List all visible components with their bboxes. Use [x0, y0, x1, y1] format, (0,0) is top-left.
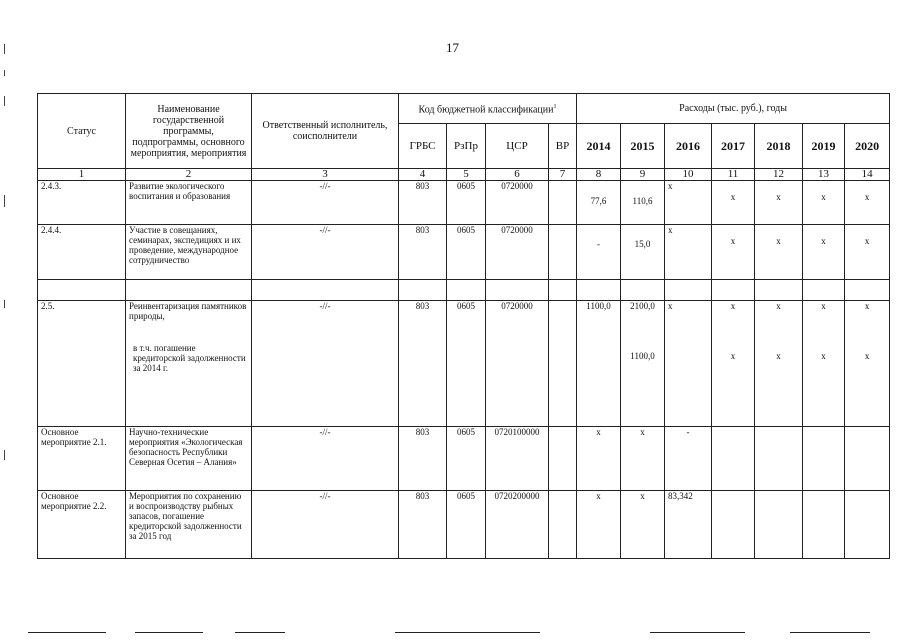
vr-cell — [549, 181, 577, 225]
amount-2017: х х — [712, 301, 755, 427]
amount-2018: х — [755, 181, 803, 225]
status-cell: Основное мероприятие 2.1. — [38, 427, 126, 491]
footer-rule — [650, 632, 745, 633]
amount-2020: х х — [845, 301, 890, 427]
column-number: 3 — [252, 169, 399, 181]
rzpr-cell: 0605 — [447, 181, 486, 225]
amount-2017: х — [712, 225, 755, 280]
column-number-row — [38, 169, 890, 181]
grbs-cell: 803 — [399, 181, 447, 225]
column-number: 5 — [447, 169, 486, 181]
executor-cell: -//- — [252, 181, 399, 225]
table-row — [38, 427, 890, 491]
grbs-cell: 803 — [399, 301, 447, 427]
name-cell: Развитие экологического воспитания и образования — [126, 181, 252, 225]
csr-cell: 0720000 — [486, 181, 549, 225]
amount-2015: 15,0 — [621, 225, 665, 280]
year-header-2018: 2018 — [755, 124, 803, 169]
rzpr-cell: 0605 — [447, 225, 486, 280]
grbs-cell: 803 — [399, 225, 447, 280]
margin-mark — [4, 300, 5, 308]
grbs-cell: 803 — [399, 427, 447, 491]
margin-mark — [4, 96, 5, 106]
amount-2020: х — [845, 181, 890, 225]
amount-2016: х — [665, 301, 712, 427]
name-cell: Участие в совещаниях, семинарах, экспедициях и их проведение, международное сотрудничество — [126, 225, 252, 280]
empty-row — [38, 280, 890, 301]
margin-mark — [4, 44, 5, 54]
amount-2020: х — [845, 225, 890, 280]
code-header-grbs: ГРБС — [399, 124, 447, 169]
status-cell: 2.4.3. — [38, 181, 126, 225]
page-number: 17 — [446, 40, 459, 55]
year-header-2015: 2015 — [621, 124, 665, 169]
table-row — [38, 491, 890, 559]
executor-cell: -//- — [252, 301, 399, 427]
margin-mark — [4, 450, 5, 460]
amount-2018: х — [755, 225, 803, 280]
footer-rule — [395, 632, 540, 633]
csr-cell: 0720100000 — [486, 427, 549, 491]
amount-2015: 110,6 — [621, 181, 665, 225]
csr-cell: 0720000 — [486, 225, 549, 280]
margin-mark — [4, 195, 5, 207]
table-row — [38, 301, 890, 427]
code-header-vr: ВР — [549, 124, 577, 169]
amount-2014: 77,6 — [577, 181, 621, 225]
name-text: Реинвентаризация памятников природы, — [129, 301, 247, 321]
rzpr-cell: 0605 — [447, 301, 486, 427]
code-header-csr: ЦСР — [486, 124, 549, 169]
executor-cell: -//- — [252, 225, 399, 280]
amount-2016: х — [665, 181, 712, 225]
csr-cell: 0720200000 — [486, 491, 549, 559]
executor-cell: -//- — [252, 491, 399, 559]
table-row — [38, 181, 890, 225]
rzpr-cell: 0605 — [447, 427, 486, 491]
column-number: 2 — [126, 169, 252, 181]
column-number: 10 — [665, 169, 712, 181]
column-number: 9 — [621, 169, 665, 181]
amount-2016: х — [665, 225, 712, 280]
name-cell: Мероприятия по сохранению и воспроизводству рыбных запасов, погашение кредиторской задолженности за 2015 год — [126, 491, 252, 559]
year-header-2014: 2014 — [577, 124, 621, 169]
year-header-2017: 2017 — [712, 124, 755, 169]
amount-2016: - — [665, 427, 712, 491]
margin-mark — [4, 70, 5, 76]
budget-table — [37, 93, 890, 559]
footer-rule — [28, 632, 106, 633]
column-number: 1 — [38, 169, 126, 181]
amount-2014: 1100,0 — [577, 301, 621, 427]
vr-cell — [549, 491, 577, 559]
footnote-mark: 1 — [553, 103, 557, 110]
name-cell — [126, 301, 252, 427]
amount-2019: х х — [803, 301, 845, 427]
status-header: Статус — [38, 94, 126, 169]
expenses-header: Расходы (тыс. руб.), годы — [577, 94, 890, 124]
name-cell: Научно-технические мероприятия «Экологическая безопасность Республики Северная Осетия – Алания» — [126, 427, 252, 491]
year-header-2016: 2016 — [665, 124, 712, 169]
status-cell: Основное мероприятие 2.2. — [38, 491, 126, 559]
executor-cell: -//- — [252, 427, 399, 491]
column-number: 14 — [845, 169, 890, 181]
vr-cell — [549, 301, 577, 427]
budget-code-label: Код бюджетной классификации — [418, 104, 554, 116]
sub-amount-2015: 1100,0 — [630, 351, 655, 361]
footer-rule — [235, 632, 285, 633]
column-number: 13 — [803, 169, 845, 181]
amount-2014: х — [577, 491, 621, 559]
status-cell: 2.5. — [38, 301, 126, 427]
executor-header: Ответственный исполнитель, соисполнители — [252, 94, 399, 169]
column-number: 7 — [549, 169, 577, 181]
header-row — [38, 94, 890, 124]
column-number: 4 — [399, 169, 447, 181]
column-number: 6 — [486, 169, 549, 181]
csr-cell: 0720000 — [486, 301, 549, 427]
amount-2016: 83,342 — [665, 491, 712, 559]
table-row — [38, 225, 890, 280]
amount-2014: х — [577, 427, 621, 491]
amount-2015: 2100,0 1100,0 — [621, 301, 665, 427]
vr-cell — [549, 427, 577, 491]
year-header-2020: 2020 — [845, 124, 890, 169]
code-header-rzpr: РзПр — [447, 124, 486, 169]
status-cell: 2.4.4. — [38, 225, 126, 280]
column-number: 12 — [755, 169, 803, 181]
name-header: Наименование государственной программы, подпрограммы, основного мероприятия, мероприятия — [126, 94, 252, 169]
footer-rule — [135, 632, 203, 633]
vr-cell — [549, 225, 577, 280]
column-number: 11 — [712, 169, 755, 181]
sub-name-text: в т.ч. погашение кредиторской задолженности за 2014 г. — [133, 343, 246, 373]
amount-2019: х — [803, 181, 845, 225]
column-number: 8 — [577, 169, 621, 181]
budget-code-header — [399, 94, 577, 124]
amount-2015: х — [621, 427, 665, 491]
amount-2019: х — [803, 225, 845, 280]
footer-rule — [790, 632, 870, 633]
grbs-cell: 803 — [399, 491, 447, 559]
amount-2017: х — [712, 181, 755, 225]
amount-2014: - — [577, 225, 621, 280]
amount-2018: х х — [755, 301, 803, 427]
rzpr-cell: 0605 — [447, 491, 486, 559]
year-header-2019: 2019 — [803, 124, 845, 169]
amount-2015: х — [621, 491, 665, 559]
